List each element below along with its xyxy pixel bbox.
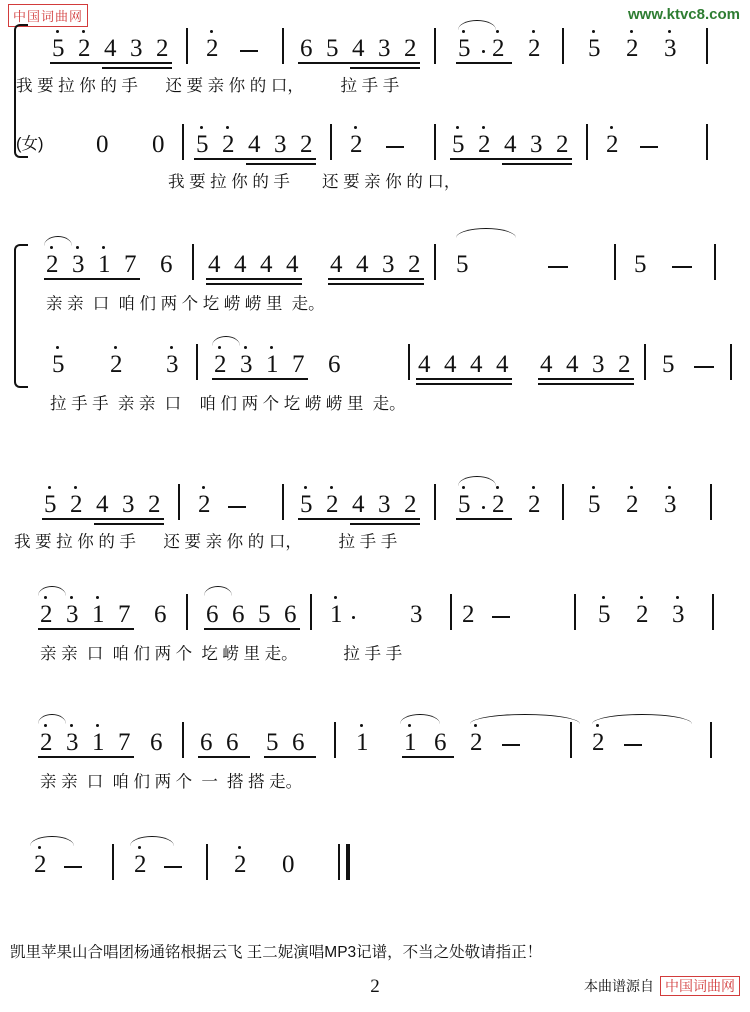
system-1: 5 2 4 3 2 2 6 5 4 3 2 5 2 2 5 2 3 我 要 拉 你 的 手 还 要 亲 你 的 口， 拉 手 手 0 0 5 2 4 3 2 2 5 2 4 3 2 2 (女) 我 要 拉 你 的 手 还 要 亲 你 的 口，: [0, 0, 750, 210]
lyric-female: 我 要 拉 你 的 手 还 要 亲 你 的 口，: [168, 173, 461, 191]
part-label-female: (女): [16, 135, 44, 153]
system-brace: [14, 244, 28, 388]
lyric-upper: 亲 亲 口 咱 们 两 个 圪 崂 崂 里 走。: [46, 295, 325, 313]
watermark-left-logo: 中国词曲网: [8, 4, 88, 27]
footer-source: [584, 976, 740, 996]
watermark-site-url: www.ktvc8.com: [628, 6, 740, 23]
lyric-unison-1: 我 要 拉 你 的 手 还 要 亲 你 的 口， 拉 手 手: [14, 533, 398, 551]
system-2: 2 3 1 7 6 4 4 4 4 4 4 3 2 5 5 亲 亲 口 咱 们 两 个 圪 崂 崂 里 走。 5 2 3 2 3 1 7 6 4 4 4 4 4 4 3 2 5 拉 手 手 亲 亲 口 咱 们 两 个 圪 崂 崂 里 走。: [0, 230, 750, 430]
lyric-unison-2: 亲 亲 口 咱 们 两 个 圪 崂 里 走。 拉 手 手: [40, 645, 403, 663]
system-3: 5 2 4 3 2 2 5 2 4 3 2 5 2 2 5 2 3 我 要 拉 你 的 手 还 要 亲 你 的 口， 拉 手 手 2 3 1 7 6 6 6 5 6 1 3 2 5 2 3 亲 亲 口 咱 们 两 个 圪 崂 里 走。 拉 手 手 2 3 1 7 6 6 6 5 6 1 1 6 2 2 亲 亲 口 咱 们 两 个 一 搭 搭 走。 2 2 2 0: [0, 470, 750, 890]
lyric-lower: 拉 手 手 亲 亲 口 咱 们 两 个 圪 崂 崂 里 走。: [50, 395, 406, 413]
footer-brand: 中国词曲网: [660, 976, 740, 996]
footer-source-label: 本曲谱源自: [584, 978, 654, 994]
credit-note: 凯里苹果山合唱团杨通铭根据云飞 王二妮演唱MP3记谱，不当之处敬请指正！: [10, 944, 543, 961]
lyric-unison-3: 亲 亲 口 咱 们 两 个 一 搭 搭 走。: [40, 773, 303, 791]
lyric-male: 我 要 拉 你 的 手 还 要 亲 你 的 口， 拉 手 手: [16, 77, 400, 95]
page-number: 2: [370, 976, 380, 997]
